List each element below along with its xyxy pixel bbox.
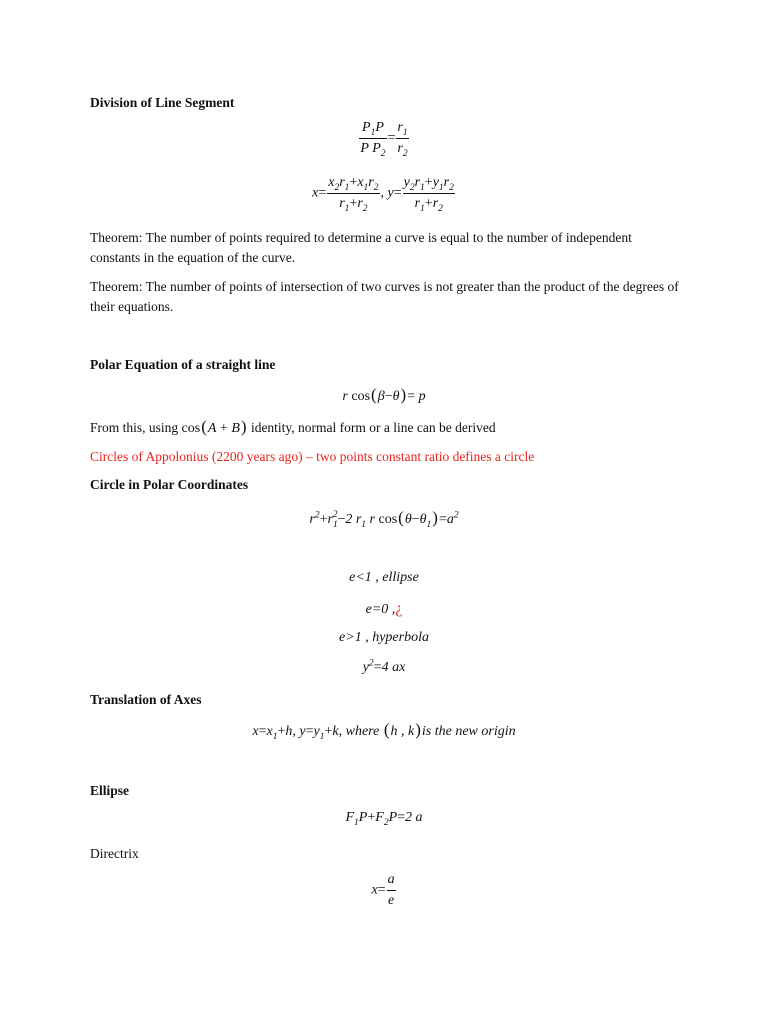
theorem-intersection: Theorem: The number of points of intersection of two curves is not greater than the product of the degrees of their equations. (90, 279, 679, 314)
inverted-question-icon: ¿ (395, 600, 403, 617)
equation-ellipse-foci: $F_1P+F_2P=2$ a (345, 810, 423, 828)
from-this-line: From this, using cos(A + B) identity, normal form or a line can be derived (90, 417, 496, 436)
directrix-label: Directrix (90, 846, 139, 861)
equation-ecc-ellipse: e<1 , ellipse (349, 570, 419, 585)
equation-ecc-circle (0, 600, 768, 618)
equation-ecc-hyperbola: e>1 , hyperbola (339, 630, 429, 645)
from-this-prefix: From this, using (90, 420, 179, 435)
equation-translation: $x=x_1+h$, $y=y_1+k$, where (h , k)is the new origin (252, 720, 516, 742)
equation-ratio: $\frac{P_1P}{P P_2}$ = $\frac{r_1}{r_2}$ (360, 120, 408, 159)
appolonius-note: Circles of Appolonius (2200 years ago) – two points constant ratio defines a circle (90, 449, 535, 464)
translation-tail: is the new origin (421, 724, 516, 739)
equation-section-formula: x= $\frac{x_2r_1+x_1r_2}{r_1+r_2}$ , y= $\frac{y_2r_1+y_1r_2}{r_1+r_2}$ (312, 175, 454, 214)
heading-division: Division of Line Segment (90, 95, 235, 110)
heading-ellipse: Ellipse (90, 783, 130, 798)
from-this-suffix: identity, normal form or a line can be derived (250, 420, 496, 435)
ecc-circle-text: e=0 , (365, 602, 396, 617)
heading-circle-polar: Circle in Polar Coordinates (90, 477, 249, 492)
equation-circle-polar: $r^2+r_1^2-2$ $r_1$ r $\cos(\theta-\theta_1)=a^2$ (309, 508, 459, 530)
equation-polar-line: r cos(β−θ)= p (342, 385, 426, 404)
equation-directrix: x= $\frac{a}{e}$ (371, 872, 395, 908)
equation-parabola: $y^2=4$ ax (362, 658, 406, 675)
translation-where: , where (338, 724, 380, 739)
heading-translation: Translation of Axes (90, 692, 202, 707)
heading-polar-line: Polar Equation of a straight line (90, 357, 276, 372)
theorem-points: Theorem: The number of points required to determine a curve is equal to the number of independent constants in the equation of the curve. (90, 230, 632, 265)
